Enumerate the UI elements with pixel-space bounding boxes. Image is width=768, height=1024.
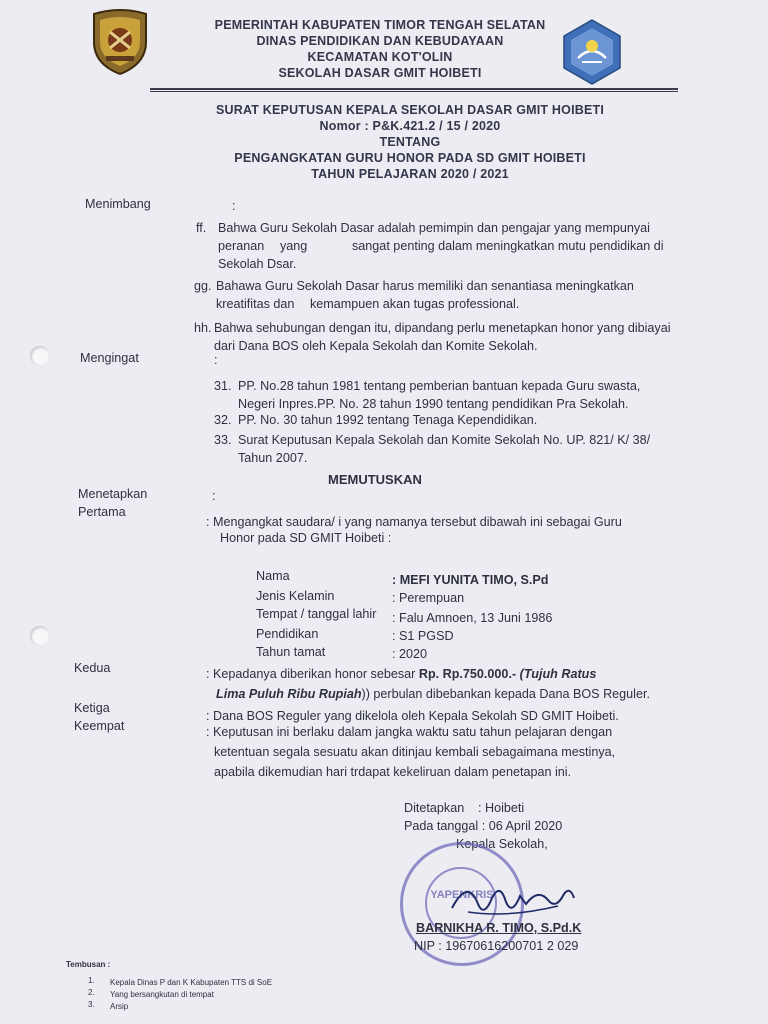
item-gg-line2b: kemampuen akan tugas professional. <box>310 297 520 311</box>
menetapkan-colon: : <box>212 489 216 503</box>
punch-hole-bottom <box>30 626 50 646</box>
item-31-line1: PP. No.28 tahun 1981 tentang pemberian bantuan kepada Guru swasta, <box>238 379 641 393</box>
tembusan-item-3: Arsip <box>110 1002 129 1011</box>
header-government: PEMERINTAH KABUPATEN TIMOR TENGAH SELATAN <box>214 18 546 32</box>
tahun-tamat-value: : 2020 <box>392 647 428 661</box>
item-hh-line1: Bahwa sehubungan dengan itu, dipandang perlu menetapkan honor yang dibiayai <box>214 321 671 335</box>
menimbang-colon: : <box>232 199 236 213</box>
pertama-line1: : Mengangkat saudara/ i yang namanya tersebut dibawah ini sebagai Guru <box>206 515 622 529</box>
ketiga-label: Ketiga <box>74 701 110 715</box>
item-33-marker: 33. <box>214 433 232 447</box>
tembusan-no-2: 2. <box>88 988 95 997</box>
item-gg-line2a: kreatifitas dan <box>216 297 295 311</box>
decree-title: SURAT KEPUTUSAN KEPALA SEKOLAH DASAR GMIT HOIBETI <box>215 103 605 117</box>
item-ff-line1: Bahwa Guru Sekolah Dasar adalah pemimpin dan pengajar yang mempunyai <box>218 221 650 235</box>
kedua-line2: Lima Puluh Ribu Rupiah)) perbulan dibebankan kepada Dana BOS Reguler. <box>216 687 650 701</box>
keempat-label: Keempat <box>74 719 125 733</box>
menimbang-label: Menimbang <box>85 197 151 211</box>
kedua-line1: : Kepadanya diberikan honor sebesar Rp. Rp.750.000.- (Tujuh Ratus <box>206 667 597 681</box>
mengingat-label: Mengingat <box>80 351 139 365</box>
keempat-line3: apabila dikemudian hari trdapat kekeliruan dalam penetapan ini. <box>214 765 572 779</box>
ketiga-line1: : Dana BOS Reguler yang dikelola oleh Kepala Sekolah SD GMIT Hoibeti. <box>206 709 619 723</box>
nama-label: Nama <box>256 569 290 583</box>
item-33-line1: Surat Keputusan Kepala Sekolah dan Komite Sekolah No. UP. 821/ K/ 38/ <box>238 433 651 447</box>
punch-hole-top <box>30 346 50 366</box>
ttl-value: : Falu Amnoen, 13 Juni 1986 <box>392 611 553 625</box>
nama-value: : MEFI YUNITA TIMO, S.Pd <box>392 573 549 587</box>
item-31-line2: Negeri Inpres.PP. No. 28 tahun 1990 tentang pendidikan Pra Sekolah. <box>238 397 629 411</box>
decree-number: Nomor : P&K.421.2 / 15 / 2020 <box>319 119 501 133</box>
tembusan-item-2: Yang bersangkutan di tempat <box>110 990 214 999</box>
item-ff-line2b: yang <box>280 239 308 253</box>
keempat-line1: : Keputusan ini berlaku dalam jangka waktu satu tahun pelajaran dengan <box>206 725 613 739</box>
decree-tentang: TENTANG <box>379 135 441 149</box>
item-ff-line2c: sangat penting dalam meningkatkan mutu pendidikan di <box>352 239 664 253</box>
item-ff-line3: Sekolah Dsar. <box>218 257 297 271</box>
header-school: SEKOLAH DASAR GMIT HOIBETI <box>278 66 482 80</box>
stamp-text: YAPENKRIS <box>430 889 494 901</box>
keempat-line2: ketentuan segala sesuatu akan ditinjau kembali sebagaimana mestinya, <box>214 745 616 759</box>
tembusan-no-1: 1. <box>88 976 95 985</box>
item-32-marker: 32. <box>214 413 232 427</box>
ttl-label: Tempat / tanggal lahir <box>256 607 377 621</box>
signatory-name: BARNIKHA R. TIMO, S.Pd.K <box>416 921 582 935</box>
decree-subject: PENGANGKATAN GURU HONOR PADA SD GMIT HOIBETI <box>234 151 586 165</box>
mengingat-colon: : <box>214 353 218 367</box>
item-33-line2: Tahun 2007. <box>238 451 308 465</box>
handwritten-signature-icon <box>448 868 578 928</box>
header-divider <box>150 88 678 90</box>
ditetapkan-label: Ditetapkan <box>404 801 465 815</box>
header-department: DINAS PENDIDIKAN DAN KEBUDAYAAN <box>256 34 504 48</box>
pendidikan-label: Pendidikan <box>256 627 319 641</box>
item-gg-marker: gg. <box>194 279 212 293</box>
item-32-line1: PP. No. 30 tahun 1992 tentang Tenaga Kependidikan. <box>238 413 538 427</box>
pertama-label: Pertama <box>78 505 126 519</box>
tembusan-item-1: Kepala Dinas P dan K Kabupaten TTS di SoE <box>110 978 273 987</box>
jenis-kelamin-label: Jenis Kelamin <box>256 589 335 603</box>
memutuskan-heading: MEMUTUSKAN <box>328 472 422 487</box>
pertama-line2: Honor pada SD GMIT Hoibeti : <box>220 531 392 545</box>
item-ff-marker: ff. <box>196 221 207 235</box>
pendidikan-value: : S1 PGSD <box>392 629 454 643</box>
item-gg-line1: Bahawa Guru Sekolah Dasar harus memiliki dan senantiasa meningkatkan <box>216 279 634 293</box>
ditetapkan-value: : Hoibeti <box>478 801 525 815</box>
regency-emblem-icon <box>88 8 152 76</box>
jenis-kelamin-value: : Perempuan <box>392 591 465 605</box>
item-ff-line2a: peranan <box>218 239 265 253</box>
item-31-marker: 31. <box>214 379 232 393</box>
decree-year: TAHUN PELAJARAN 2020 / 2021 <box>311 167 509 181</box>
item-hh-marker: hh. <box>194 321 212 335</box>
header-divider-thin <box>150 91 678 92</box>
kedua-label: Kedua <box>74 661 111 675</box>
header-district: KECAMATAN KOT'OLIN <box>307 50 453 64</box>
tanggal-text: Pada tanggal : 06 April 2020 <box>404 819 563 833</box>
signatory-nip: NIP : 19670616200701 2 029 <box>414 939 579 953</box>
tahun-tamat-label: Tahun tamat <box>256 645 326 659</box>
tembusan-label: Tembusan : <box>66 960 111 969</box>
tembusan-no-3: 3. <box>88 1000 95 1009</box>
menetapkan-label: Menetapkan <box>78 487 148 501</box>
jabatan-text: Kepala Sekolah, <box>456 837 548 851</box>
item-hh-line2: dari Dana BOS oleh Kepala Sekolah dan Komite Sekolah. <box>214 339 538 353</box>
